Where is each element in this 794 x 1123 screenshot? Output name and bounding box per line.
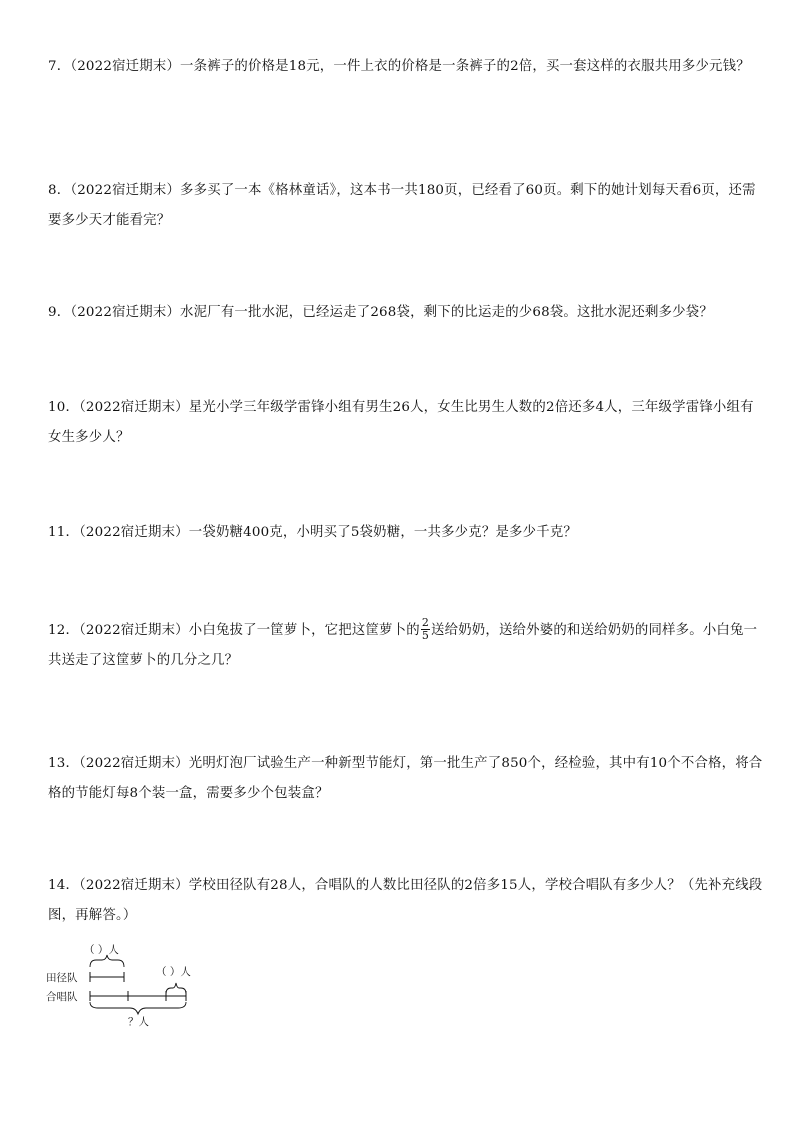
question-source: （2022宿迁期末） xyxy=(79,878,189,893)
track-team-label: 田径队 xyxy=(46,972,78,984)
question-text: 学校田径队有28人，合唱队的人数比田径队的2倍多15人，学校合唱队有多少人？（先补充线段图，再解答。） xyxy=(48,878,763,923)
unknown-total-label: ？人 xyxy=(128,1016,149,1028)
question-10 xyxy=(48,393,764,453)
question-source: （2022宿迁期末） xyxy=(79,623,189,638)
fraction xyxy=(421,617,430,642)
question-source: （2022宿迁期末） xyxy=(70,59,181,74)
question-text: 一袋奶糖400克，小明买了5袋奶糖，一共多少克？是多少千克？ xyxy=(188,525,577,540)
question-13 xyxy=(48,749,764,809)
extra-brace xyxy=(166,983,186,994)
question-number: 10． xyxy=(48,400,80,415)
question-number: 14． xyxy=(48,878,80,893)
choir-label: 合唱队 xyxy=(46,991,78,1003)
top-brace xyxy=(90,955,124,967)
question-text-continued: 送给奶奶，送给外婆的和送给奶奶的同样多。小白兔一共送走了这筐萝卜的几分之几？ xyxy=(48,623,758,668)
question-number: 12． xyxy=(48,623,80,638)
question-text: 光明灯泡厂试验生产一种新型节能灯，第一批生产了850个，经检验，其中有10个不合格，将合格的节能灯每8个装一盒，需要多少个包装盒？ xyxy=(48,756,763,801)
question-11 xyxy=(48,518,764,548)
question-source: （2022宿迁期末） xyxy=(70,183,181,198)
question-number: 11． xyxy=(48,525,80,540)
question-text: 多多买了一本《格林童话》，这本书一共180页，已经看了60页。剩下的她计划每天看6页，还需要多少天才能看完？ xyxy=(48,183,756,228)
question-number: 7． xyxy=(48,59,71,74)
question-12 xyxy=(48,616,764,676)
fraction-numerator: 2 xyxy=(421,616,430,629)
line-segment-diagram xyxy=(40,938,220,1030)
question-text: 小白兔拔了一筐萝卜，它把这筐萝卜的 xyxy=(188,623,420,638)
question-text: 水泥厂有一批水泥，已经运走了268袋，剩下的比运走的少68袋。这批水泥还剩多少袋？ xyxy=(180,305,713,320)
question-number: 8． xyxy=(48,183,71,198)
question-source: （2022宿迁期末） xyxy=(70,305,181,320)
blank-top-label: （ ）人 xyxy=(84,944,119,956)
question-number: 13． xyxy=(48,756,80,771)
question-text: 一条裤子的价格是18元，一件上衣的价格是一条裤子的2倍，买一套这样的衣服共用多少元钱？ xyxy=(180,59,750,74)
blank-extra-label: （ ）人 xyxy=(156,966,191,978)
fraction-denominator: 5 xyxy=(421,629,430,642)
question-source: （2022宿迁期末） xyxy=(79,400,189,415)
question-number: 9． xyxy=(48,305,71,320)
question-14 xyxy=(48,871,764,931)
question-7 xyxy=(48,52,764,82)
question-text: 星光小学三年级学雷锋小组有男生26人，女生比男生人数的2倍还多4人，三年级学雷锋小组有女生多少人？ xyxy=(48,400,754,445)
bottom-brace xyxy=(90,1002,186,1014)
question-8 xyxy=(48,176,764,236)
question-9 xyxy=(48,298,764,328)
question-source: （2022宿迁期末） xyxy=(79,756,189,771)
question-source: （2022宿迁期末） xyxy=(79,525,189,540)
